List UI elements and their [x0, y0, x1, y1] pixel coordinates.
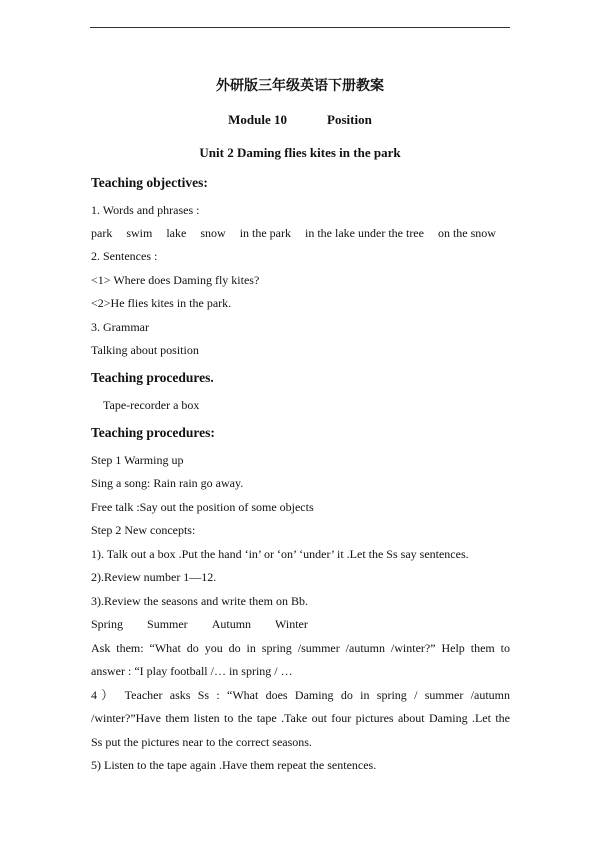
grammar-label: 3. Grammar	[91, 320, 149, 334]
procedure-item-4-line-2: /winter?”Have them listen to the tape .Take out four pictures about Daming .Let the	[91, 711, 510, 725]
procedure-item-2: 2).Review number 1—12.	[91, 570, 217, 584]
word-item: snow	[200, 226, 226, 240]
sentence-2: <2>He flies kites in the park.	[91, 296, 232, 310]
seasons-list	[91, 617, 308, 631]
word-item: swim	[126, 226, 153, 240]
objectives-heading: Teaching objectives:	[91, 175, 208, 190]
song-line: Sing a song: Rain rain go away.	[91, 476, 244, 490]
word-item: park	[91, 226, 113, 240]
word-item: on the snow	[437, 226, 496, 240]
procedure-item-1: 1). Talk out a box .Put the hand ‘in’ or ‘on’ ‘under’ it .Let the Ss say sentences.	[91, 547, 469, 561]
step-2: Step 2 New concepts:	[91, 523, 196, 537]
season-item: Winter	[275, 617, 308, 631]
module-name: Position	[327, 112, 372, 127]
module-label: Module 10	[228, 112, 288, 127]
procedure-item-4-line-3: Ss put the pictures near to the correct seasons.	[91, 735, 312, 749]
ask-line-1: Ask them: “What do you do in spring /summer /autumn /winter?” Help them to	[91, 641, 510, 655]
procedure-item-5: 5) Listen to the tape again .Have them repeat the sentences.	[91, 758, 377, 772]
words-label: 1. Words and phrases :	[91, 203, 200, 217]
aids-heading: Teaching procedures.	[91, 370, 214, 385]
word-item: in the park	[239, 226, 292, 240]
document-title: 外研版三年级英语下册教案	[216, 79, 384, 94]
header-rule	[90, 27, 510, 28]
step-1: Step 1 Warming up	[91, 453, 184, 467]
procedure-item-4-line-1: 4） Teacher asks Ss : “What does Daming do in spring / summer /autumn	[91, 688, 510, 702]
procedures-heading: Teaching procedures:	[91, 425, 215, 440]
words-list	[91, 226, 496, 240]
aids-text: Tape-recorder a box	[103, 398, 200, 412]
unit-heading: Unit 2 Daming flies kites in the park	[199, 145, 401, 160]
season-item: Summer	[147, 617, 188, 631]
sentences-label: 2. Sentences :	[91, 249, 158, 263]
word-item: lake	[166, 226, 187, 240]
season-item: Autumn	[211, 617, 252, 631]
ask-line-2: answer : “I play football /… in spring / …	[91, 664, 293, 678]
word-item: in the lake under the tree	[305, 226, 424, 240]
procedure-item-3: 3).Review the seasons and write them on Bb.	[91, 594, 308, 608]
season-item: Spring	[91, 617, 124, 631]
sentence-1: <1> Where does Daming fly kites?	[91, 273, 260, 287]
grammar-text: Talking about position	[91, 343, 199, 357]
module-heading	[0, 113, 600, 127]
free-talk-line: Free talk :Say out the position of some objects	[91, 500, 314, 514]
